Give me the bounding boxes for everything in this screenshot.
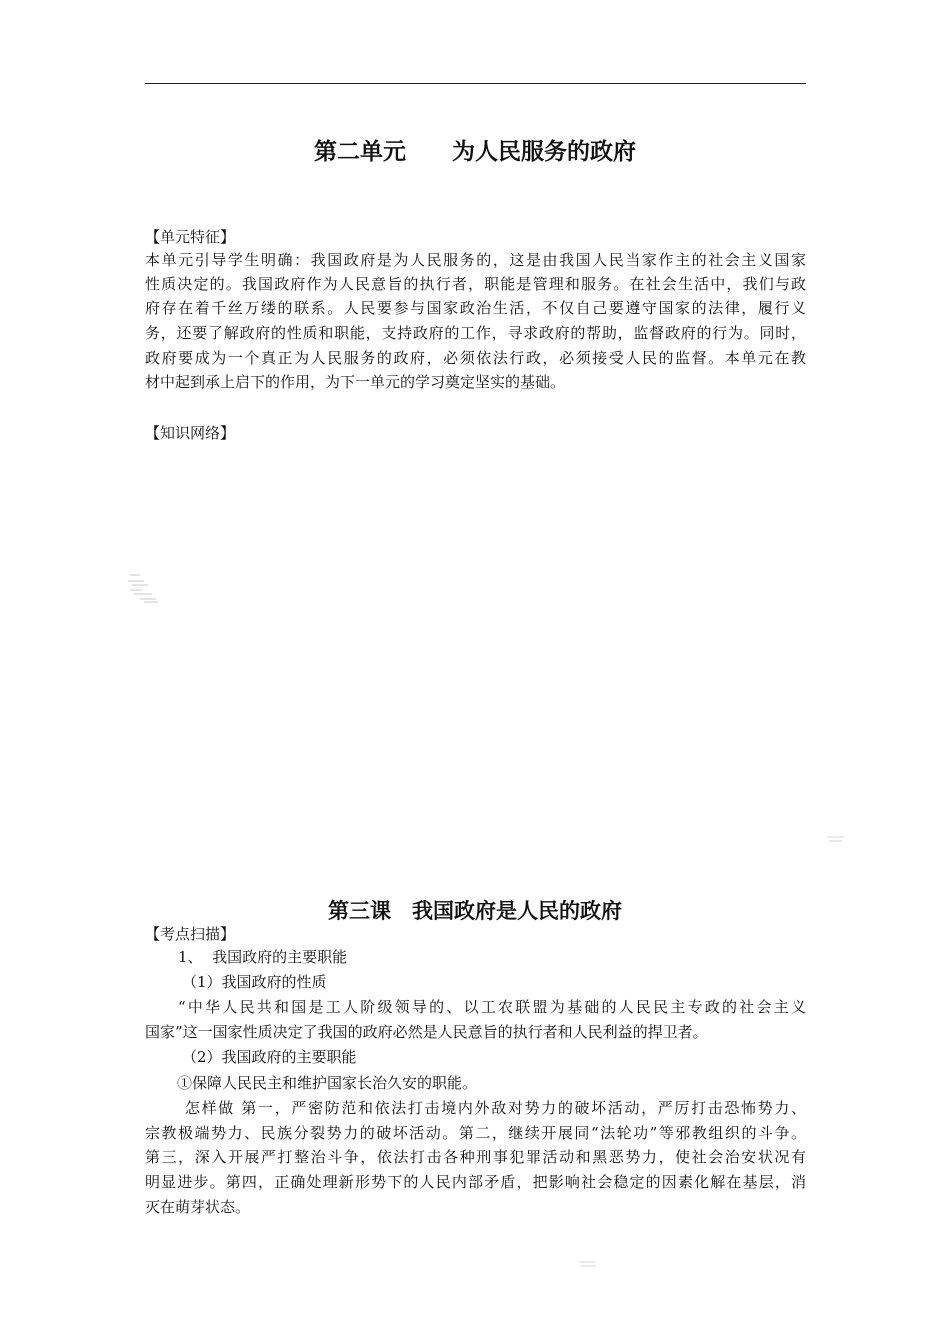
- unit-title: 第二单元 为人民服务的政府: [314, 139, 636, 165]
- unit-feature-label: 【单元特征】: [145, 228, 236, 246]
- subsection-heading: （1）我国政府的性质: [182, 973, 327, 991]
- exam-scan-label: 【考点扫描】: [145, 925, 236, 943]
- knowledge-network-diagram: [126, 571, 160, 605]
- paragraph-line: 明显进步。第四，正确处理新形势下的人民内部矛盾，把影响社会稳定的因素化解在基层，消: [145, 1173, 806, 1191]
- feature-line: 本单元引导学生明确：我国政府是为人民服务的，这是由我国人民当家作主的社会主义国家: [145, 251, 806, 269]
- paragraph-line: 灭在萌芽状态。: [145, 1198, 251, 1216]
- header-rule: [145, 83, 806, 84]
- function-item: ①保障人民民主和维护国家长治久安的职能。: [177, 1074, 478, 1092]
- faint-mark: [826, 834, 846, 844]
- paragraph-line: 宗教极端势力、民族分裂势力的破坏活动。第二，继续开展同“法轮功”等邪教组织的斗争。: [145, 1124, 806, 1142]
- lesson-title: 第三课 我国政府是人民的政府: [328, 899, 622, 923]
- knowledge-network-label: 【知识网络】: [145, 424, 236, 442]
- feature-line: 府存在着千丝万缕的联系。人民要参与国家政治生活，不仅自己要遵守国家的法律，履行义: [145, 299, 806, 317]
- feature-line: 性质决定的。我国政府作为人民意旨的执行者，职能是管理和服务。在社会生活中，我们与政: [145, 275, 806, 293]
- faint-mark: [578, 1259, 598, 1269]
- feature-line: 政府要成为一个真正为人民服务的政府，必须依法行政，必须接受人民的监督。本单元在教: [145, 349, 806, 367]
- subsection-heading: （2）我国政府的主要职能: [182, 1048, 357, 1066]
- paragraph-line: 怎样做 第一，严密防范和依法打击境内外敌对势力的破坏活动，严厉打击恐怖势力、: [185, 1099, 806, 1117]
- feature-line: 务，还要了解政府的性质和职能，支持政府的工作，寻求政府的帮助，监督政府的行为。同时，: [145, 324, 806, 342]
- quote-line: “中华人民共和国是工人阶级领导的、以工农联盟为基础的人民民主专政的社会主义: [178, 998, 806, 1016]
- section-heading: 1、 我国政府的主要职能: [178, 948, 348, 966]
- quote-line: 国家”这一国家性质决定了我国的政府必然是人民意旨的执行者和人民利益的捍卫者。: [145, 1023, 708, 1041]
- feature-line: 材中起到承上启下的作用，为下一单元的学习奠定坚实的基础。: [145, 373, 566, 391]
- paragraph-line: 第三，深入开展严打整治斗争，依法打击各种刑事犯罪活动和黑恶势力，使社会治安状况有: [145, 1148, 806, 1166]
